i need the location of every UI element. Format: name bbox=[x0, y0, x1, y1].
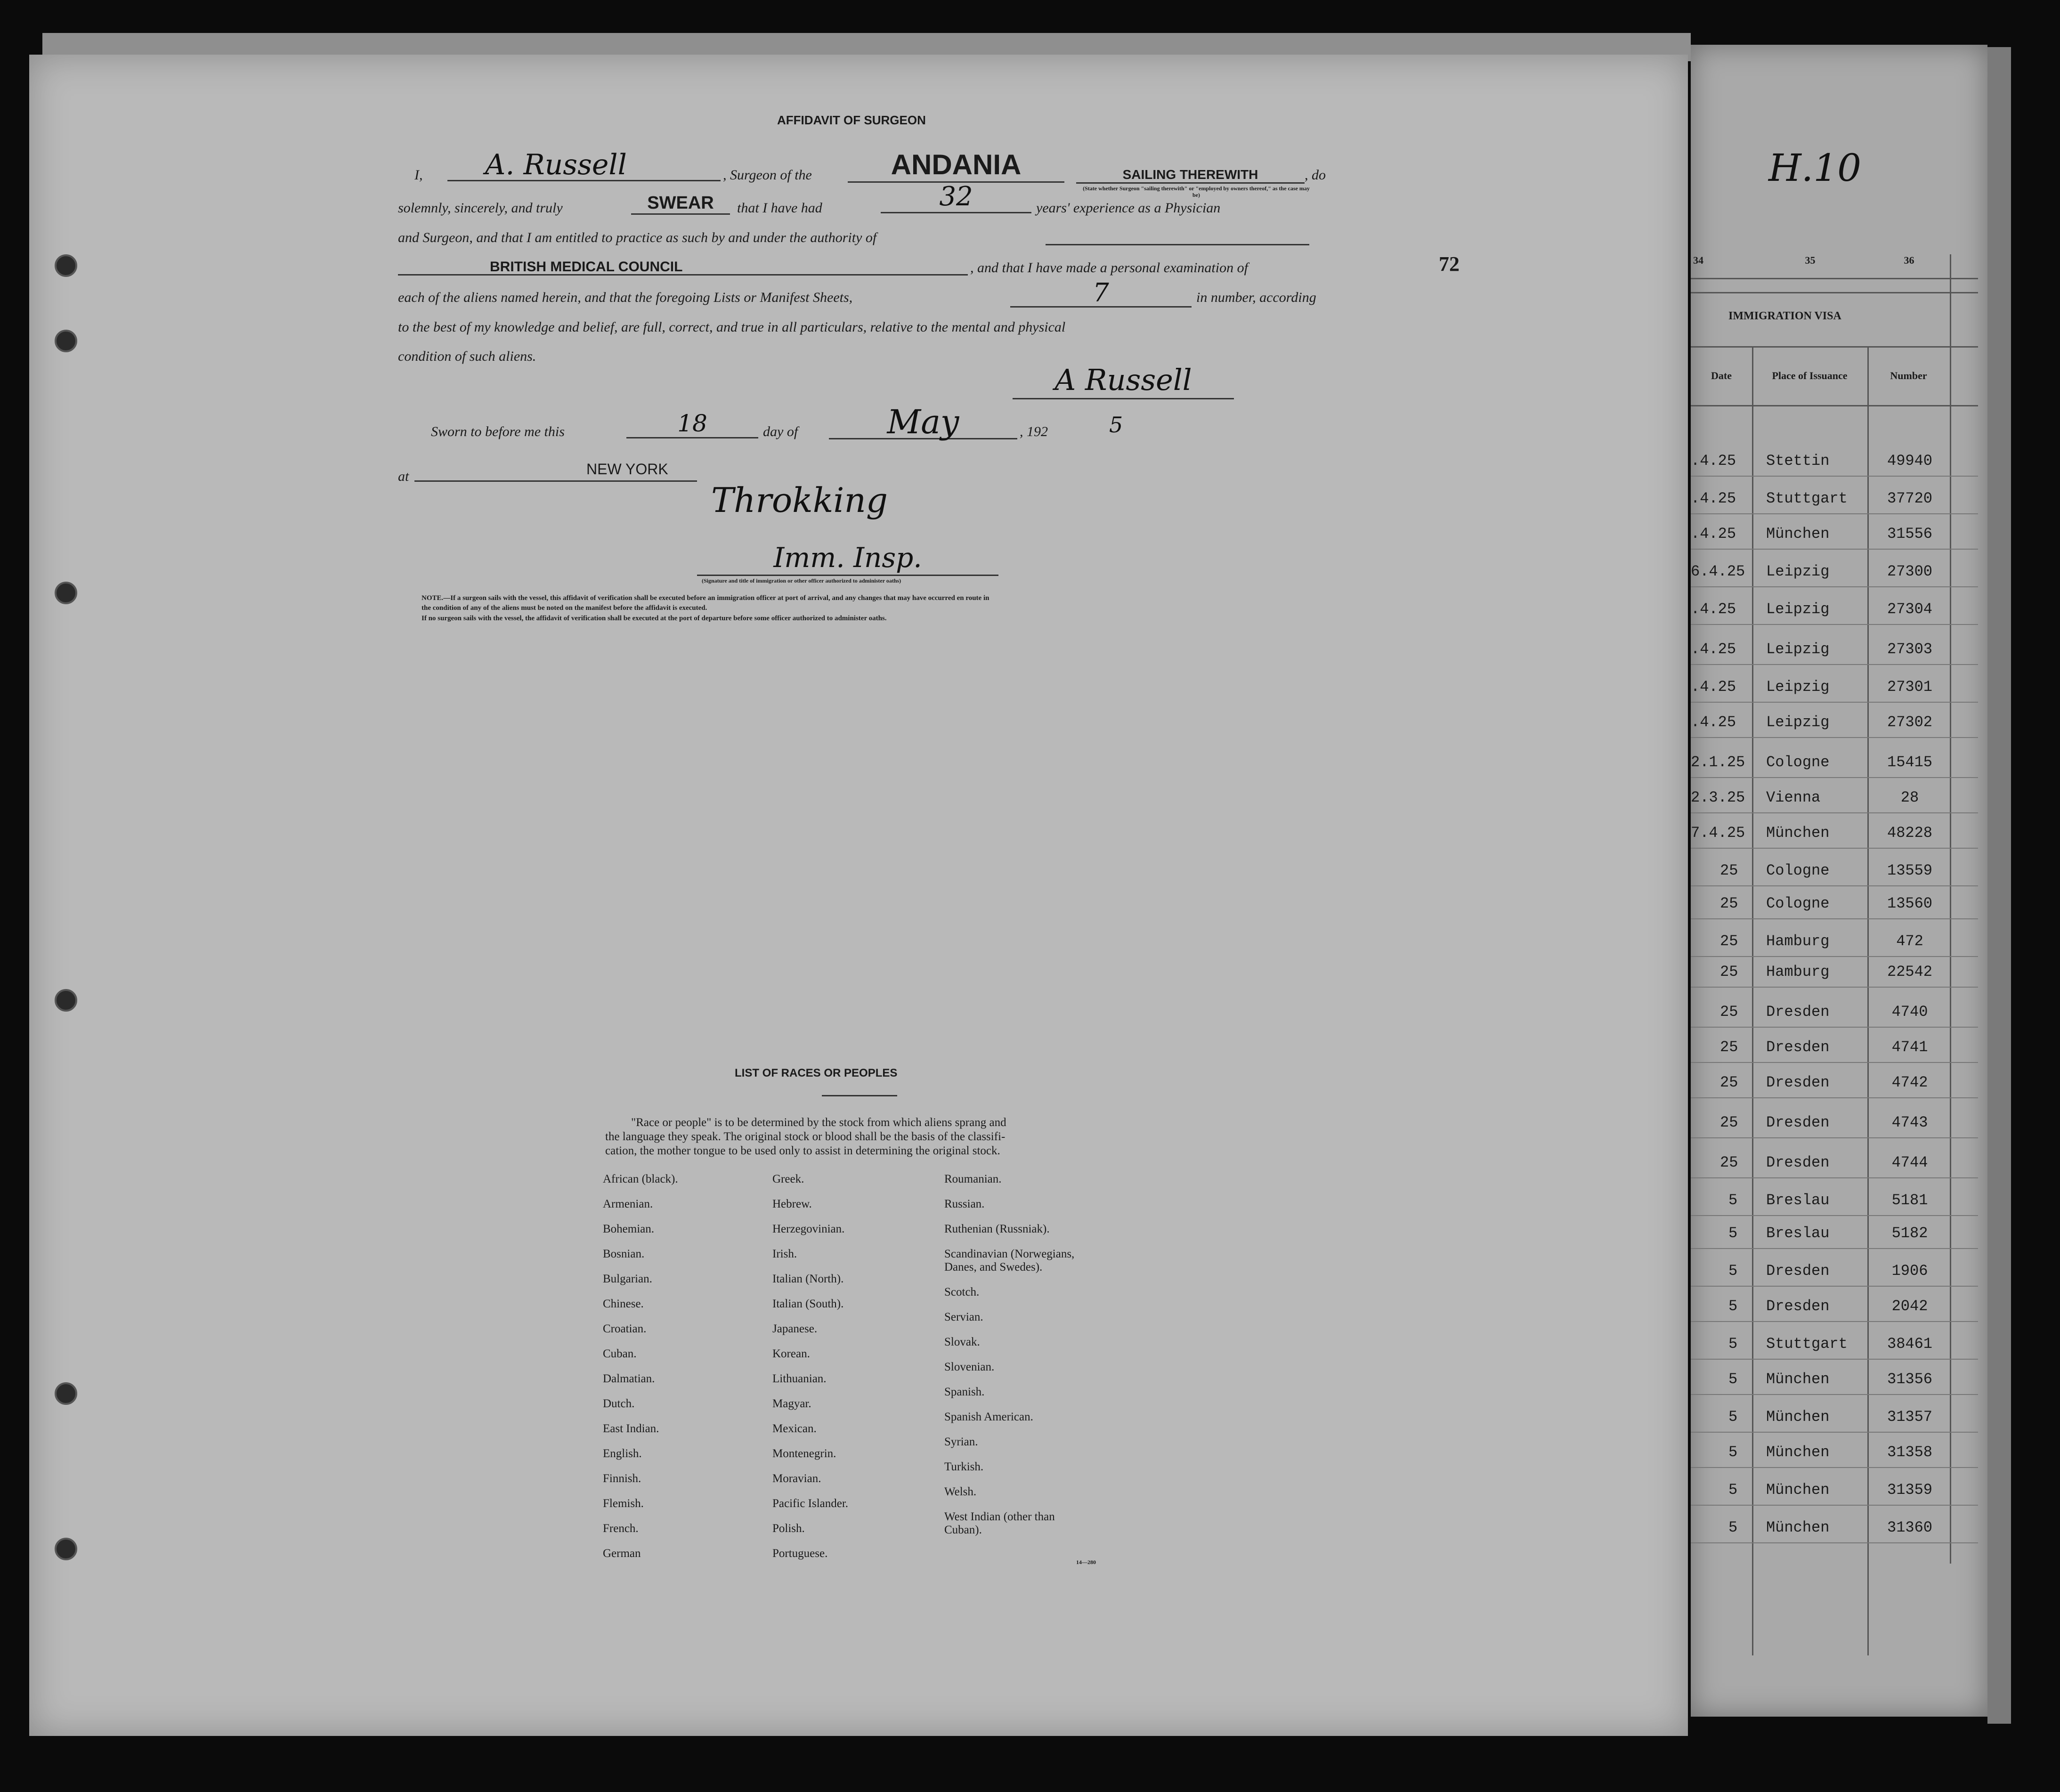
visa-table bbox=[1691, 254, 1987, 1564]
visa-date: 5 bbox=[1728, 1370, 1738, 1388]
visa-rule bbox=[1691, 405, 1978, 406]
visa-place: München bbox=[1766, 1443, 1830, 1461]
authority: BRITISH MEDICAL COUNCIL bbox=[490, 259, 683, 275]
visa-place: Dresden bbox=[1766, 1074, 1830, 1091]
vessel-name: ANDANIA bbox=[848, 148, 1064, 183]
sailing-status: SAILING THEREWITH bbox=[1076, 167, 1305, 184]
visa-date: 6.4.25 bbox=[1691, 563, 1745, 580]
visa-place: Cologne bbox=[1766, 754, 1830, 771]
visa-row-rule bbox=[1691, 664, 1978, 665]
line2-mid: that I have had bbox=[737, 200, 822, 216]
visa-number: 48228 bbox=[1887, 824, 1932, 842]
visa-number: 4743 bbox=[1891, 1114, 1928, 1131]
visa-date: .4.25 bbox=[1691, 525, 1736, 543]
visa-number: 2042 bbox=[1891, 1297, 1928, 1315]
visa-date: .4.25 bbox=[1691, 600, 1736, 618]
visa-row-rule bbox=[1691, 1321, 1978, 1322]
race-item: Turkish. bbox=[944, 1460, 984, 1473]
punch-hole bbox=[55, 254, 77, 277]
visa-row-rule bbox=[1691, 513, 1978, 514]
visa-number: 28 bbox=[1900, 789, 1919, 806]
visa-date: 25 bbox=[1720, 932, 1738, 950]
visa-row-rule bbox=[1691, 812, 1978, 813]
visa-place: München bbox=[1766, 1481, 1830, 1499]
race-item: Servian. bbox=[944, 1311, 983, 1323]
race-item: Herzegovinian. bbox=[772, 1223, 845, 1235]
visa-rule bbox=[1691, 292, 1978, 293]
visa-number: 49940 bbox=[1887, 452, 1932, 470]
race-item: Dutch. bbox=[603, 1397, 635, 1410]
line6: to the best of my knowledge and belief, are full, correct, and true in all particulars, relative to the mental and physical bbox=[398, 319, 1066, 335]
race-item: Danes, and Swedes). bbox=[944, 1261, 1043, 1273]
race-item: Welsh. bbox=[944, 1485, 977, 1498]
oath-word: SWEAR bbox=[631, 193, 730, 215]
visa-row-rule bbox=[1691, 624, 1978, 625]
race-item: French. bbox=[603, 1522, 639, 1535]
visa-row bbox=[1691, 1003, 1987, 1022]
visa-date: 25 bbox=[1720, 895, 1738, 912]
visa-row bbox=[1691, 963, 1987, 982]
visa-number: 472 bbox=[1896, 932, 1923, 950]
visa-row-rule bbox=[1691, 956, 1978, 957]
surgeon-name: A. Russell bbox=[447, 148, 721, 181]
visa-row bbox=[1691, 932, 1987, 951]
race-item: Greek. bbox=[772, 1173, 804, 1185]
visa-col-number: 34 bbox=[1693, 254, 1703, 266]
race-item: Scotch. bbox=[944, 1286, 980, 1298]
visa-col-number: 35 bbox=[1805, 254, 1816, 266]
visa-place: Dresden bbox=[1766, 1262, 1830, 1280]
race-item: Irish. bbox=[772, 1248, 797, 1260]
visa-row-rule bbox=[1691, 476, 1978, 477]
punch-hole bbox=[55, 989, 77, 1012]
race-item: Moravian. bbox=[772, 1472, 821, 1485]
visa-title: IMMIGRATION VISA bbox=[1728, 310, 1841, 322]
visa-date: 25 bbox=[1720, 862, 1738, 879]
races-title: LIST OF RACES OR PEOPLES bbox=[735, 1067, 898, 1079]
visa-row-rule bbox=[1691, 1394, 1978, 1395]
visa-number: 13560 bbox=[1887, 895, 1932, 912]
sheet-count: 7 bbox=[1010, 278, 1192, 308]
visa-place: München bbox=[1766, 1408, 1830, 1426]
race-item: Italian (South). bbox=[772, 1297, 844, 1310]
race-item: Bulgarian. bbox=[603, 1273, 652, 1285]
visa-row bbox=[1691, 714, 1987, 732]
race-item: African (black). bbox=[603, 1173, 678, 1185]
races-intro-2: the language they speak. The original stock or blood shall be the basis of the classifi- bbox=[605, 1130, 1006, 1143]
authority-blank bbox=[398, 274, 968, 276]
visa-number: 31360 bbox=[1887, 1519, 1932, 1536]
visa-date: 5 bbox=[1728, 1335, 1738, 1353]
visa-number: 27300 bbox=[1887, 563, 1932, 580]
visa-row bbox=[1691, 789, 1987, 808]
visa-row bbox=[1691, 452, 1987, 471]
visa-number: 5181 bbox=[1891, 1192, 1928, 1209]
visa-row bbox=[1691, 1074, 1987, 1093]
race-item: West Indian (other than bbox=[944, 1510, 1055, 1523]
race-item: Dalmatian. bbox=[603, 1372, 655, 1385]
visa-number: 31357 bbox=[1887, 1408, 1932, 1426]
line4-suffix: , and that I have made a personal examination of bbox=[970, 260, 1248, 276]
visa-date: 5 bbox=[1728, 1262, 1738, 1280]
visa-place: München bbox=[1766, 525, 1830, 543]
visa-date: 5 bbox=[1728, 1297, 1738, 1315]
visa-place: München bbox=[1766, 824, 1830, 842]
visa-date: 25 bbox=[1720, 1074, 1738, 1091]
race-item: Armenian. bbox=[603, 1198, 653, 1210]
visa-row bbox=[1691, 525, 1987, 544]
visa-date: 25 bbox=[1720, 1038, 1738, 1056]
visa-date: .4.25 bbox=[1691, 714, 1736, 731]
visa-row bbox=[1691, 1262, 1987, 1281]
visa-place: Stettin bbox=[1766, 452, 1830, 470]
visa-place: Stuttgart bbox=[1766, 1335, 1848, 1353]
race-item: Montenegrin. bbox=[772, 1447, 836, 1460]
visa-row-rule bbox=[1691, 1467, 1978, 1468]
visa-number: 13559 bbox=[1887, 862, 1932, 879]
visa-row bbox=[1691, 1192, 1987, 1210]
race-item: Cuban. bbox=[603, 1347, 637, 1360]
visa-row bbox=[1691, 1335, 1987, 1354]
visa-row bbox=[1691, 824, 1987, 843]
visa-row bbox=[1691, 1519, 1987, 1538]
visa-place: Dresden bbox=[1766, 1003, 1830, 1021]
visa-number: 31358 bbox=[1887, 1443, 1932, 1461]
race-item: Ruthenian (Russniak). bbox=[944, 1223, 1050, 1235]
visa-place: Cologne bbox=[1766, 862, 1830, 879]
race-item: Hebrew. bbox=[772, 1198, 812, 1210]
visa-place: Leipzig bbox=[1766, 714, 1830, 731]
visa-handwritten-mark: H.10 bbox=[1768, 146, 1861, 190]
race-item: Polish. bbox=[772, 1522, 805, 1535]
line5-suffix: in number, according bbox=[1196, 290, 1316, 305]
race-item: Lithuanian. bbox=[772, 1372, 827, 1385]
visa-row-rule bbox=[1691, 1248, 1978, 1249]
visa-place: Dresden bbox=[1766, 1038, 1830, 1056]
race-item: Portuguese. bbox=[772, 1547, 828, 1560]
race-item: Korean. bbox=[772, 1347, 810, 1360]
visa-row-rule bbox=[1691, 702, 1978, 703]
sworn-prefix: Sworn to before me this bbox=[431, 424, 565, 439]
sworn-place: NEW YORK bbox=[586, 461, 668, 478]
visa-row-rule bbox=[1691, 918, 1978, 919]
page-edge bbox=[1987, 47, 2011, 1724]
visa-number: 27301 bbox=[1887, 678, 1932, 696]
races-intro-3: cation, the mother tongue to be used only to assist in determining the original stock. bbox=[605, 1144, 1000, 1157]
visa-row-rule bbox=[1691, 1177, 1978, 1178]
visa-place: Breslau bbox=[1766, 1192, 1830, 1209]
visa-row-rule bbox=[1691, 586, 1978, 587]
visa-place: Breslau bbox=[1766, 1224, 1830, 1242]
visa-row-rule bbox=[1691, 549, 1978, 550]
place-line bbox=[414, 480, 697, 482]
day-of: day of bbox=[763, 424, 798, 439]
visa-row bbox=[1691, 641, 1987, 659]
race-item: Mexican. bbox=[772, 1422, 817, 1435]
visa-number: 27302 bbox=[1887, 714, 1932, 731]
visa-row-rule bbox=[1691, 1027, 1978, 1028]
visa-row-rule bbox=[1691, 1505, 1978, 1506]
visa-number: 4742 bbox=[1891, 1074, 1928, 1091]
visa-place: Leipzig bbox=[1766, 600, 1830, 618]
race-item: East Indian. bbox=[603, 1422, 659, 1435]
page-number: 72 bbox=[1439, 252, 1460, 276]
visa-row bbox=[1691, 1443, 1987, 1462]
visa-header: Place of Issuance bbox=[1772, 370, 1848, 381]
visa-header: Date bbox=[1711, 370, 1732, 381]
race-item: Chinese. bbox=[603, 1297, 644, 1310]
visa-number: 5182 bbox=[1891, 1224, 1928, 1242]
visa-number: 27304 bbox=[1887, 600, 1932, 618]
at-label: at bbox=[398, 469, 409, 484]
visa-number: 27303 bbox=[1887, 641, 1932, 658]
visa-number: 4744 bbox=[1891, 1154, 1928, 1171]
sworn-month: May bbox=[829, 403, 1017, 439]
visa-col-number: 36 bbox=[1904, 254, 1914, 266]
punch-hole bbox=[55, 1382, 77, 1405]
race-item: Pacific Islander. bbox=[772, 1497, 849, 1510]
visa-row-rule bbox=[1691, 1286, 1978, 1287]
race-item: Roumanian. bbox=[944, 1173, 1002, 1185]
visa-row bbox=[1691, 1297, 1987, 1316]
punch-hole bbox=[55, 1538, 77, 1560]
visa-date: .4.25 bbox=[1691, 678, 1736, 696]
visa-date: 7.4.25 bbox=[1691, 824, 1745, 842]
visa-place: München bbox=[1766, 1370, 1830, 1388]
visa-row-rule bbox=[1691, 987, 1978, 988]
race-item: Japanese. bbox=[772, 1322, 818, 1335]
visa-number: 37720 bbox=[1887, 490, 1932, 507]
visa-row-rule bbox=[1691, 1097, 1978, 1098]
race-item: English. bbox=[603, 1447, 642, 1460]
visa-date: 5 bbox=[1728, 1192, 1738, 1209]
visa-place: Hamburg bbox=[1766, 963, 1830, 981]
sailing-note: (State whether Surgeon "sailing therewith" or "employed by owners thereof," as the case may be) bbox=[1083, 185, 1310, 198]
race-item: Bosnian. bbox=[603, 1248, 645, 1260]
visa-row-rule bbox=[1691, 1359, 1978, 1360]
visa-date: 25 bbox=[1720, 1003, 1738, 1021]
race-item: Slovak. bbox=[944, 1336, 980, 1348]
visa-place: Leipzig bbox=[1766, 678, 1830, 696]
visa-date: 5 bbox=[1728, 1519, 1738, 1536]
visa-number: 4741 bbox=[1891, 1038, 1928, 1056]
visa-number: 15415 bbox=[1887, 754, 1932, 771]
visa-place: Leipzig bbox=[1766, 641, 1830, 658]
race-item: Cuban). bbox=[944, 1524, 982, 1536]
races-col-2 bbox=[772, 1173, 933, 1573]
visa-date: .4.25 bbox=[1691, 641, 1736, 658]
sworn-day: 18 bbox=[626, 410, 758, 438]
line7: condition of such aliens. bbox=[398, 349, 536, 364]
visa-place: Cologne bbox=[1766, 895, 1830, 912]
visa-number: 31556 bbox=[1887, 525, 1932, 543]
form-number: 14—280 bbox=[1076, 1559, 1096, 1565]
line1-suffix: , do bbox=[1305, 167, 1326, 183]
race-item: Syrian. bbox=[944, 1435, 978, 1448]
visa-row bbox=[1691, 600, 1987, 619]
race-item: Magyar. bbox=[772, 1397, 811, 1410]
visa-row-rule bbox=[1691, 1137, 1978, 1138]
visa-row bbox=[1691, 490, 1987, 509]
visa-row bbox=[1691, 1481, 1987, 1500]
punch-hole bbox=[55, 330, 77, 352]
year-suffix: 5 bbox=[1109, 412, 1123, 438]
visa-row bbox=[1691, 1408, 1987, 1427]
races-title-rule bbox=[822, 1095, 897, 1096]
race-item: Italian (North). bbox=[772, 1273, 844, 1285]
visa-place: Dresden bbox=[1766, 1154, 1830, 1171]
race-item: Slovenian. bbox=[944, 1361, 995, 1373]
visa-number: 31356 bbox=[1887, 1370, 1932, 1388]
visa-rule bbox=[1691, 278, 1978, 279]
visa-row bbox=[1691, 1224, 1987, 1243]
visa-rule bbox=[1691, 346, 1978, 348]
race-item: Bohemian. bbox=[603, 1223, 655, 1235]
visa-row-rule bbox=[1691, 737, 1978, 738]
visa-date: 2.3.25 bbox=[1691, 789, 1745, 806]
visa-row-rule bbox=[1691, 1215, 1978, 1216]
officer-title: Imm. Insp. bbox=[697, 542, 998, 576]
visa-row-rule bbox=[1691, 1432, 1978, 1433]
officer-signature: Throkking bbox=[711, 480, 888, 520]
visa-row bbox=[1691, 563, 1987, 582]
visa-place: Stuttgart bbox=[1766, 490, 1848, 507]
note-line2: the condition of any of the aliens must be noted on the manifest before the affidavit is executed. bbox=[422, 604, 707, 612]
note-line1: NOTE.—If a surgeon sails with the vessel, this affidavit of verification shall be executed before an immigration officer at port of arrival, and any changes that may have occurred en route in bbox=[422, 594, 989, 602]
visa-row bbox=[1691, 678, 1987, 697]
race-item: Flemish. bbox=[603, 1497, 644, 1510]
visa-date: 5 bbox=[1728, 1481, 1738, 1499]
races-col-3 bbox=[944, 1173, 1133, 1573]
races-intro-1: "Race or people" is to be determined by the stock from which aliens sprang and bbox=[631, 1116, 1006, 1129]
visa-row-rule bbox=[1691, 1062, 1978, 1063]
visa-date: .4.25 bbox=[1691, 452, 1736, 470]
visa-number: 31359 bbox=[1887, 1481, 1932, 1499]
line3: and Surgeon, and that I am entitled to practice as such by and under the authority of bbox=[398, 230, 877, 245]
race-item: Scandinavian (Norwegians, bbox=[944, 1248, 1075, 1260]
note-line3: If no surgeon sails with the vessel, the affidavit of verification shall be executed at the port of departure before some officer authorized to administer oaths. bbox=[422, 615, 887, 622]
visa-row-rule bbox=[1691, 1542, 1978, 1543]
visa-number: 1906 bbox=[1891, 1262, 1928, 1280]
visa-place: Vienna bbox=[1766, 789, 1821, 806]
visa-place: München bbox=[1766, 1519, 1830, 1536]
visa-place: Hamburg bbox=[1766, 932, 1830, 950]
years-experience: 32 bbox=[881, 181, 1031, 213]
surgeon-signature: A Russell bbox=[1013, 363, 1234, 399]
race-item: German bbox=[603, 1547, 641, 1560]
visa-row bbox=[1691, 1154, 1987, 1173]
visa-number: 4740 bbox=[1891, 1003, 1928, 1021]
visa-row-rule bbox=[1691, 885, 1978, 886]
race-item: Russian. bbox=[944, 1198, 985, 1210]
line1-mid: , Surgeon of the bbox=[723, 167, 812, 183]
visa-place: Dresden bbox=[1766, 1114, 1830, 1131]
races-col-1 bbox=[603, 1173, 758, 1573]
visa-date: 25 bbox=[1720, 1114, 1738, 1131]
line1-prefix: I, bbox=[414, 167, 423, 183]
visa-place: Dresden bbox=[1766, 1297, 1830, 1315]
punch-hole bbox=[55, 582, 77, 604]
visa-date: 2.1.25 bbox=[1691, 754, 1745, 771]
visa-row bbox=[1691, 1038, 1987, 1057]
visa-header: Number bbox=[1890, 370, 1927, 381]
line3-blank bbox=[1046, 244, 1309, 245]
race-item: Spanish. bbox=[944, 1386, 985, 1398]
race-item: Spanish American. bbox=[944, 1411, 1033, 1423]
race-item: Finnish. bbox=[603, 1472, 641, 1485]
affidavit-title: AFFIDAVIT OF SURGEON bbox=[777, 113, 926, 127]
officer-caption: (Signature and title of immigration or other officer authorized to administer oaths) bbox=[702, 577, 901, 584]
line2-suffix: years' experience as a Physician bbox=[1036, 200, 1221, 216]
line5-prefix: each of the aliens named herein, and that the foregoing Lists or Manifest Sheets, bbox=[398, 290, 853, 305]
visa-date: 5 bbox=[1728, 1408, 1738, 1426]
visa-date: 5 bbox=[1728, 1224, 1738, 1242]
visa-row bbox=[1691, 895, 1987, 914]
visa-place: Leipzig bbox=[1766, 563, 1830, 580]
visa-date: 5 bbox=[1728, 1443, 1738, 1461]
visa-date: .4.25 bbox=[1691, 490, 1736, 507]
visa-row bbox=[1691, 1114, 1987, 1133]
visa-number: 22542 bbox=[1887, 963, 1932, 981]
visa-row bbox=[1691, 862, 1987, 881]
line2-prefix: solemnly, sincerely, and truly bbox=[398, 200, 563, 216]
visa-row bbox=[1691, 754, 1987, 772]
visa-row-rule bbox=[1691, 848, 1978, 849]
visa-date: 25 bbox=[1720, 963, 1738, 981]
visa-row-rule bbox=[1691, 777, 1978, 778]
visa-number: 38461 bbox=[1887, 1335, 1932, 1353]
year-prefix: , 192 bbox=[1020, 424, 1048, 439]
race-item: Croatian. bbox=[603, 1322, 647, 1335]
visa-date: 25 bbox=[1720, 1154, 1738, 1171]
visa-row bbox=[1691, 1370, 1987, 1389]
